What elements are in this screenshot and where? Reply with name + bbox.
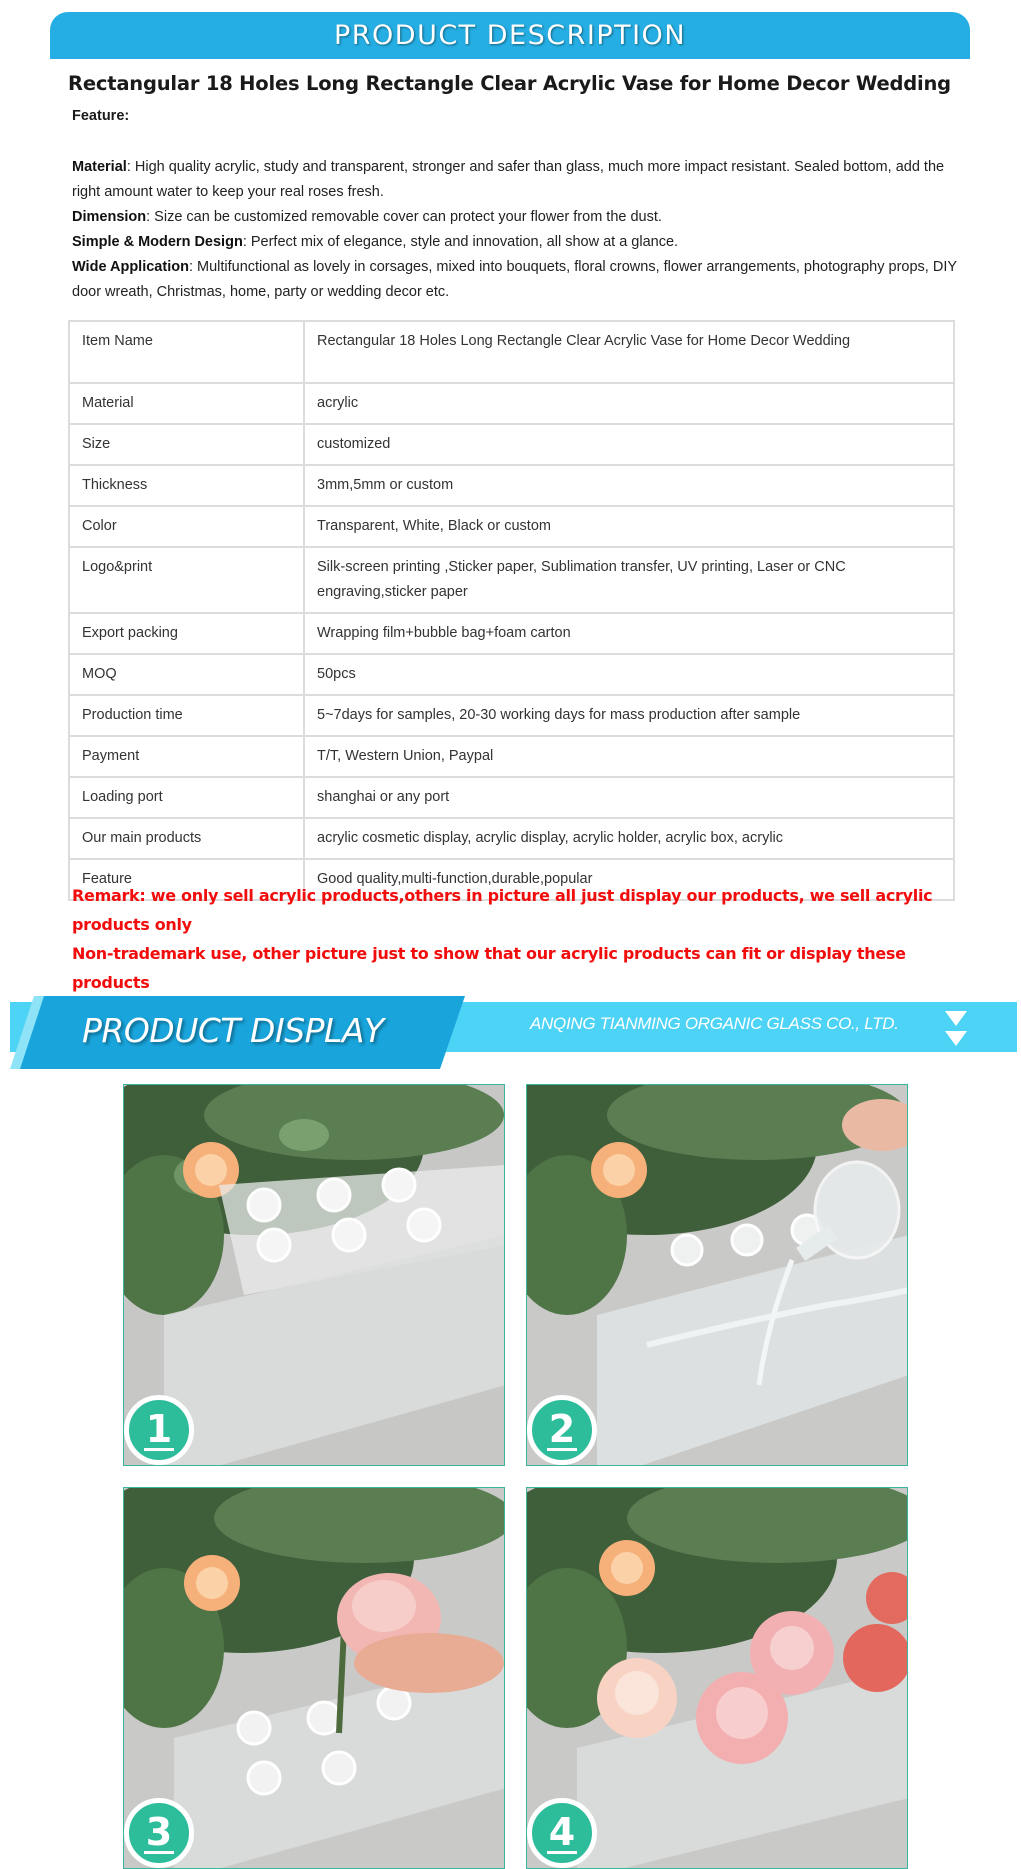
product-photo-step-2 (526, 1084, 908, 1466)
table-row (69, 424, 954, 465)
spec-name: Loading port (69, 777, 304, 818)
spec-value: acrylic (304, 383, 954, 424)
feature-text-design: : Perfect mix of elegance, style and innovation, all show at a glance. (242, 234, 679, 250)
spec-table (68, 320, 955, 901)
product-photo-step-3 (123, 1487, 505, 1869)
product-photo-step-4 (526, 1487, 908, 1869)
spec-value: customized (304, 424, 954, 465)
product-photo-step-1 (123, 1084, 505, 1466)
feature-item-application (72, 255, 962, 305)
spec-value: Silk-screen printing ,Sticker paper, Sublimation transfer, UV printing, Laser or CNC engraving,sticker paper (304, 547, 954, 613)
step-badge-3 (124, 1798, 194, 1868)
double-chevron-down-icon (945, 1009, 967, 1049)
feature-item-dimension (72, 205, 962, 230)
table-row (69, 736, 954, 777)
feature-text-material: : High quality acrylic, study and transparent, stronger and safer than glass, much more impact resistant. Sealed bottom, add the right amount water to keep your real roses fresh. (72, 159, 945, 200)
step-number: 4 (548, 1809, 576, 1854)
spec-name: Item Name (69, 321, 304, 383)
table-row (69, 654, 954, 695)
feature-text-dimension: : Size can be customized removable cover can protect your flower from the dust. (146, 209, 662, 225)
spec-value: acrylic cosmetic display, acrylic display, acrylic holder, acrylic box, acrylic (304, 818, 954, 859)
table-row (69, 506, 954, 547)
feature-label-application: Wide Application (72, 259, 189, 275)
spec-name: Our main products (69, 818, 304, 859)
spec-value: 50pcs (304, 654, 954, 695)
product-description-heading: PRODUCT DESCRIPTION (333, 20, 687, 51)
table-row (69, 383, 954, 424)
table-row (69, 465, 954, 506)
feature-text-application: : Multifunctional as lovely in corsages, mixed into bouquets, floral crowns, flower arrangements, photography props, DIY door wreath, Christmas, home, party or wedding decor etc. (72, 259, 957, 300)
spec-name: Payment (69, 736, 304, 777)
table-row (69, 818, 954, 859)
spec-value: Transparent, White, Black or custom (304, 506, 954, 547)
spec-value: Wrapping film+bubble bag+foam carton (304, 613, 954, 654)
feature-label-dimension: Dimension (72, 209, 147, 225)
feature-label-design: Simple & Modern Design (72, 234, 243, 250)
product-display-heading: PRODUCT DISPLAY (82, 1011, 384, 1050)
table-row (69, 613, 954, 654)
spec-name: Production time (69, 695, 304, 736)
spec-name: Logo&print (69, 547, 304, 613)
step-badge-2 (527, 1395, 597, 1465)
spec-name: MOQ (69, 654, 304, 695)
spec-value: Rectangular 18 Holes Long Rectangle Clear Acrylic Vase for Home Decor Wedding (304, 321, 954, 383)
table-row (69, 777, 954, 818)
spec-value: T/T, Western Union, Paypal (304, 736, 954, 777)
spec-value: 3mm,5mm or custom (304, 465, 954, 506)
table-row (69, 321, 954, 383)
feature-list (72, 155, 962, 305)
step-badge-1 (124, 1395, 194, 1465)
trademark-note: Non-trademark use, other picture just to show that our acrylic products can fit or display these products (72, 944, 906, 992)
step-badge-4 (527, 1798, 597, 1868)
spec-value: 5~7days for samples, 20-30 working days for mass production after sample (304, 695, 954, 736)
remark-text (72, 881, 972, 997)
feature-item-design (72, 230, 962, 255)
table-row (69, 547, 954, 613)
spec-value: Good quality,multi-function,durable,popular (304, 859, 954, 900)
spec-name: Material (69, 383, 304, 424)
product-description-banner (50, 12, 970, 59)
step-number: 2 (548, 1406, 576, 1451)
spec-name: Feature (69, 859, 304, 900)
product-display-banner (10, 996, 1017, 1069)
company-name: ANQING TIANMING ORGANIC GLASS CO., LTD. (530, 1014, 899, 1033)
spec-name: Color (69, 506, 304, 547)
feature-label-material: Material (72, 159, 127, 175)
spec-name: Export packing (69, 613, 304, 654)
spec-name: Size (69, 424, 304, 465)
remark-line: Remark: we only sell acrylic products,others in picture all just display our products, we sell acrylic products only (72, 886, 933, 934)
spec-name: Thickness (69, 465, 304, 506)
step-number: 1 (145, 1406, 173, 1451)
step-number: 3 (145, 1809, 173, 1854)
spec-value: shanghai or any port (304, 777, 954, 818)
feature-label: Feature: (72, 108, 130, 124)
table-row (69, 695, 954, 736)
feature-item-material (72, 155, 962, 205)
product-title: Rectangular 18 Holes Long Rectangle Clear Acrylic Vase for Home Decor Wedding (68, 72, 951, 95)
